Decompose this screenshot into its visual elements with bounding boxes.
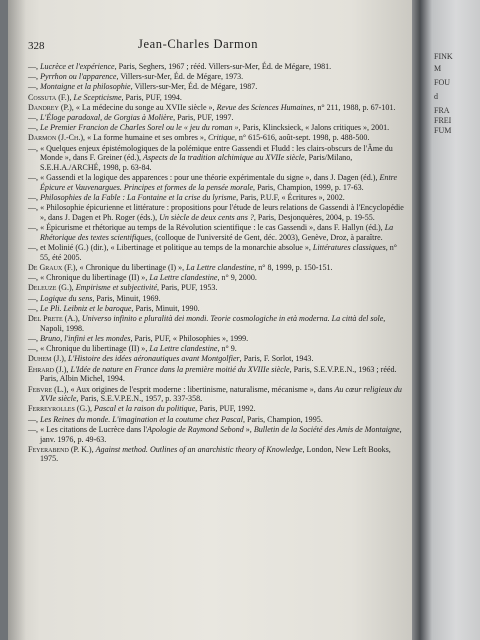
- bibliography-entry: —, L'Éloge paradoxal, de Gorgias à Molière, Paris, PUF, 1997.: [28, 113, 234, 123]
- bibliography-entry: Ferreyrolles (G.), Pascal et la raison du politique, Paris, PUF, 1992.: [28, 404, 256, 414]
- bibliography-entry: —, Montaigne et la philosophie, Villers-sur-Mer, Éd. de Mégare, 1987.: [28, 82, 258, 92]
- bibliography-entry: Dandrey (P.), « La médecine du songe au XVIIe siècle », Revue des Sciences Humaines, n° 211, 1988, p. 67-101.: [28, 102, 396, 112]
- bibliography-entry: Darmon (J.-Ch.), « La forme humaine et ses ombres », Critique, n° 615-616, août-sept. 1998, p. 488-500.: [28, 133, 370, 143]
- bibliography-entry: —, « Épicurisme et rhétorique au temps de la Révolution scientifique : le cas Gassendi », dans F. Hallyn (éd.), La Rhétorique des textes scientifiques, (colloque de l'université de Gent, déc. 2003), Genève, Droz, à paraître.: [28, 223, 394, 242]
- bibliography-entry: Deleuze (G.), Empirisme et subjectivité, Paris, PUF, 1953.: [28, 283, 218, 293]
- bibliography-entry: De Graux (F.), « Chronique du libertinage (I) », La Lettre clandestine, n° 8, 1999, p. 150-151.: [28, 263, 333, 273]
- bibliography-entry: —, Les Reines du monde. L'imagination et la coutume chez Pascal, Paris, Champion, 1995.: [28, 414, 323, 424]
- bibliography-entry: —, Le Pli. Leibniz et le baroque, Paris, Minuit, 1990.: [28, 303, 200, 313]
- bibliography-list: [28, 62, 406, 465]
- bibliography-entry: —, Bruno, l'infini et les mondes, Paris, PUF, « Philosophies », 1999.: [28, 333, 249, 343]
- bibliography-entry: —, « Quelques enjeux épistémologiques de la polémique entre Gassendi et Fludd : les clairs-obscurs de l'Âme du Monde », dans F. Greiner (éd.), Aspects de la tradition alchimique au XVIIe siècle, Paris/Milano, S.E.H.A./ARCHÉ, 1998, p. 63-84.: [28, 143, 393, 173]
- right-page-text-fragment: FUM: [434, 126, 452, 135]
- bibliography-entry: —, « Gassendi et la logique des apparences : pour une théorie expérimentale du signe », dans J. Dagen (éd.), Entre Épicure et Vauvenargues. Principes et formes de la pensée morale, Paris, Champion, 1999, p. 17-63.: [28, 173, 398, 192]
- bibliography-entry: —, « Philosophie épicurienne et littérature : propositions pour l'étude de leurs relations de Gassendi à l'Encyclopédie », dans J. Dagen et Ph. Roger (éds.), Un siècle de deux cents ans ?, Paris, Desjonquères, 2004, p. 19-55.: [28, 203, 404, 223]
- right-page-text-fragment: FINK: [434, 52, 453, 61]
- page-number: 328: [28, 40, 45, 52]
- book-page-right: [420, 0, 480, 640]
- bibliography-entry: Febvre (L.), « Aux origines de l'esprit moderne : libertinisme, naturalisme, mécanisme », dans Au cœur religieux du XVIe siècle, Paris, S.E.V.P.E.N., 1957, p. 337-358.: [28, 384, 402, 404]
- bibliography-entry: —, Le Premier Francion de Charles Sorel ou le « jeu du roman », Paris, Klincksieck, « Jalons critiques », 2001.: [28, 123, 390, 133]
- bibliography-entry: —, Lucrèce et l'expérience, Paris, Seghers, 1967 ; rééd. Villers-sur-Mer, Éd. de Mégare, 1981.: [28, 62, 332, 71]
- bibliography-entry: —, Pyrrhon ou l'apparence, Villers-sur-Mer, Éd. de Mégare, 1973.: [28, 72, 244, 82]
- bibliography-entry: —, Logique du sens, Paris, Minuit, 1969.: [28, 293, 161, 303]
- page-shadow: [8, 0, 26, 640]
- right-page-text-fragment: FREI: [434, 116, 452, 125]
- right-page-text-fragment: M: [434, 64, 442, 73]
- bibliography-entry: Ehrard (J.), L'Idée de nature en France dans la première moitié du XVIIIe siècle, Paris, S.E.V.P.E.N., 1963 ; rééd. Paris, Albin Michel, 1994.: [28, 364, 397, 384]
- bibliography-entry: Feyerabend (P. K.), Against method. Outlines of an anarchistic theory of Knowledge, London, New Left Books, 1975.: [28, 444, 391, 464]
- right-page-text-fragment: FRA: [434, 106, 450, 115]
- bibliography-entry: —, « Chronique du libertinage (II) », La Lettre clandestine, n° 9.: [28, 344, 237, 354]
- bibliography-entry: Cossuta (F.), Le Scepticisme, Paris, PUF, 1994.: [28, 92, 182, 102]
- running-head-author: Jean-Charles Darmon: [138, 37, 259, 51]
- book-page-left: [8, 0, 412, 640]
- right-page-text-fragment: FOU: [434, 78, 451, 87]
- bibliography-entry: —, Philosophies de la Fable : La Fontaine et la crise du lyrisme, Paris, P.U.F, « Écritures », 2002.: [28, 193, 345, 203]
- bibliography-entry: Del Prete (A.), Universo infinito e pluralità dei mondi. Teorie cosmologiche in età moderna. La città del sole, Napoli, 1998.: [28, 314, 386, 333]
- bibliography-entry: —, et Molinié (G.) (dir.), « Libertinage et politique au temps de la monarchie absolue », Littératures classiques, n° 55, été 2005.: [28, 243, 397, 262]
- bibliography-entry: —, « Les citations de Lucrèce dans l'Apologie de Raymond Sebond », Bulletin de la Société des Amis de Montaigne, janv. 1976, p. 49-63.: [28, 424, 402, 444]
- bibliography-entry: Duhem (J.), L'Histoire des idées aéronautiques avant Montgolfier, Paris, F. Sorlot, 1943.: [28, 354, 314, 364]
- right-page-text-fragment: d: [434, 92, 438, 101]
- bibliography-entry: —, « Chronique du libertinage (II) », La Lettre clandestine, n° 9, 2000.: [28, 273, 257, 283]
